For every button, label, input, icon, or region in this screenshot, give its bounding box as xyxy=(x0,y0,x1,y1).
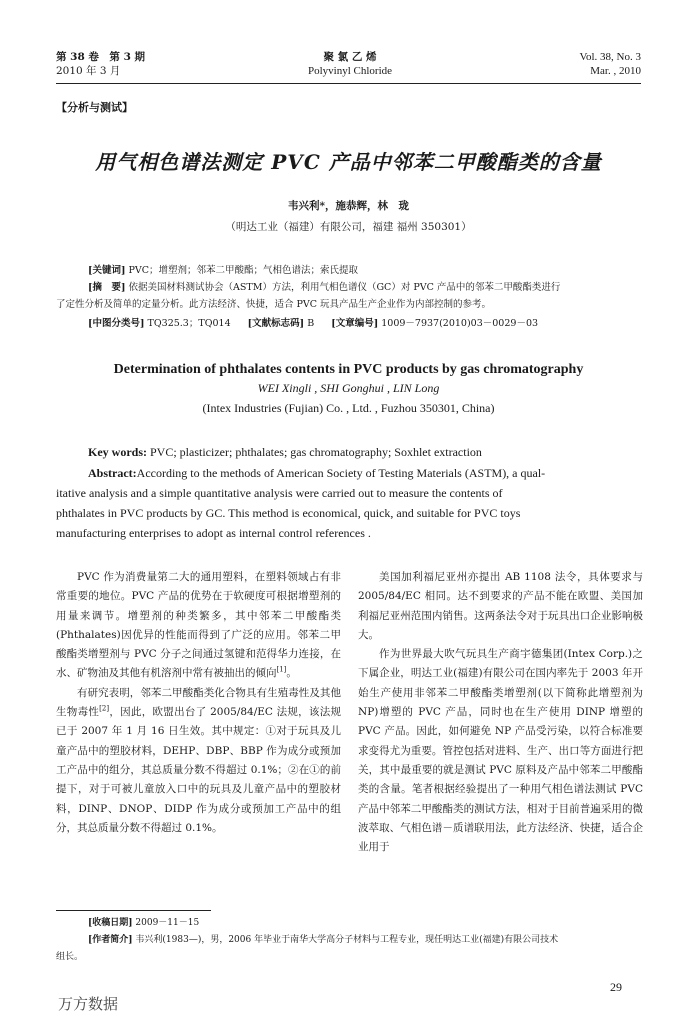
keywords-en: Key words: PVC; plasticizer; phthalates; gas chromatography; Soxhlet extraction xyxy=(88,445,482,459)
authors-cn: 韦兴利*，施恭辉，林 珑 xyxy=(288,200,409,212)
classification-cn: [中图分类号] TQ325.3；TQ014 [文献标志码] B [文章编号] 1009－7937(2010)03－0029－03 xyxy=(88,318,539,329)
section-tag: 【分析与测试】 xyxy=(56,101,133,114)
abstract-en: Abstract:According to the methods of American Society of Testing Materials (ASTM), a qual- itative analysis and a simple quantitative analysis were carried out to measure the contents of phthalates in PVC products by GC. This method is economical, quick, and suitable for PVC toys manufacturing enterprises to adopt as internal control references . xyxy=(56,466,546,540)
affiliation-cn: （明达工业（福建）有限公司，福建 福州 350301） xyxy=(225,221,472,233)
body-right-column xyxy=(358,568,643,857)
body-paragraph: 有研究表明，邻苯二甲酸酯类化合物具有生殖毒性及其他生物毒性[2]，因此，欧盟出台了 2005/84/EC 法规，该法规已于 2007 年 1 月 16 日生效。其中规定：①对于玩具及儿童产品中的塑胶材料，DEHP、DBP、BBP 作为成分或预加工产品中的组分，其总质量分数不得超过 0.1%；②在①的前提下，对于可被儿童放入口中的玩具及儿童产品中的塑胶材料，DINP、DNOP、DIDP 作为成分或预加工产品中的组分，其总质量分数不得超过 0.1%。 xyxy=(56,686,342,834)
body-left-column xyxy=(56,568,341,838)
footnotes: [收稿日期] 2009－11－15 [作者简介] 韦兴利(1983—)，男，2006 年毕业于南华大学高分子材料与工程专业，现任明达工业(福建)有限公司技术 组长。 xyxy=(56,915,646,966)
journal-name: 聚 氯 乙 烯 Polyvinyl Chloride xyxy=(307,51,393,77)
journal-volume-issue: 第 38 卷 第 3 期 2010 年 3 月 xyxy=(56,51,146,77)
authors-en: WEI Xingli , SHI Gonghui , LIN Long xyxy=(257,381,440,395)
watermark: 万方数据 xyxy=(58,995,119,1013)
abstract-cn: [摘 要] 依据美国材料测试协会（ASTM）方法，利用气相色谱仪（GC）对 PVC 产品中的邻苯二甲酸酯类进行 了定性分析及简单的定量分析。此方法经济、快捷，适合 PVC 玩具产品生产企业作为内部控制的参考。 xyxy=(56,282,561,310)
paper-title-cn: 用气相色谱法测定 PVC 产品中邻苯二甲酸酯类的含量 xyxy=(95,150,602,174)
body-paragraph: PVC 作为消费量第二大的通用塑料，在塑料领域占有非常重要的地位。PVC 产品的优势在于软硬度可根据增塑剂的用量来调节。增塑剂的种类繁多，其中邻苯二甲酸酯类(Phthalates)因优异的性能而得到了广泛的应用。邻苯二甲酸酯类增塑剂与 PVC 分子之间通过氢键和范得华力连接，在水、矿物油及其他有机溶剂中常有被抽出的倾向[1]。 xyxy=(56,571,341,680)
header-rule xyxy=(56,83,641,84)
author-bio: [作者简介] 韦兴利(1983—)，男，2006 年毕业于南华大学高分子材料与工程专业，现任明达工业(福建)有限公司技术 xyxy=(88,935,559,945)
body-paragraph: 作为世界最大吹气玩具生产商宇德集团(Intex Corp.)之下属企业，明达工业(福建)有限公司在国内率先于 2003 年开始生产使用非邻苯二甲酸酯类增塑剂(以下简称此增塑剂为 NP)增塑的 PVC 产品，同时也在生产使用 DINP 增塑的 PVC 产品。因此，如何避免 NP 产品受污染，以符合标准要求变得尤为重要。管控包括对进料、生产、出口等方面进行把关，其中最重要的就是测试 PVC 原料及产品中邻苯二甲酸酯类的含量。笔者根据经验提出了一种用气相色谱法测试 PVC 产品中邻苯二甲酸酯类的测试方法，相对于目前普遍采用的微波萃取、气相色谱－质谱联用法，此方法经济、快捷，适合企业用于 xyxy=(358,648,643,854)
journal-volume-en: Vol. 38, No. 3 Mar. , 2010 xyxy=(579,51,641,77)
footnote-rule xyxy=(56,910,211,911)
keywords-cn: [关键词] PVC；增塑剂；邻苯二甲酸酯；气相色谱法；索氏提取 xyxy=(88,265,359,276)
received-date: [收稿日期] 2009－11－15 xyxy=(88,918,200,928)
body-paragraph: 美国加利福尼亚州亦提出 AB 1108 法令，具体要求与 2005/84/EC 相同。达不到要求的产品不能在欧盟、美国加利福尼亚州范围内销售。这两条法令对于玩具出口企业影响极大。 xyxy=(358,571,643,641)
page-number: 29 xyxy=(610,980,622,994)
paper-title-en: Determination of phthalates contents in PVC products by gas chromatography xyxy=(113,362,584,377)
affiliation-en: (Intex Industries (Fujian) Co. , Ltd. , Fuzhou 350301, China) xyxy=(202,401,495,415)
